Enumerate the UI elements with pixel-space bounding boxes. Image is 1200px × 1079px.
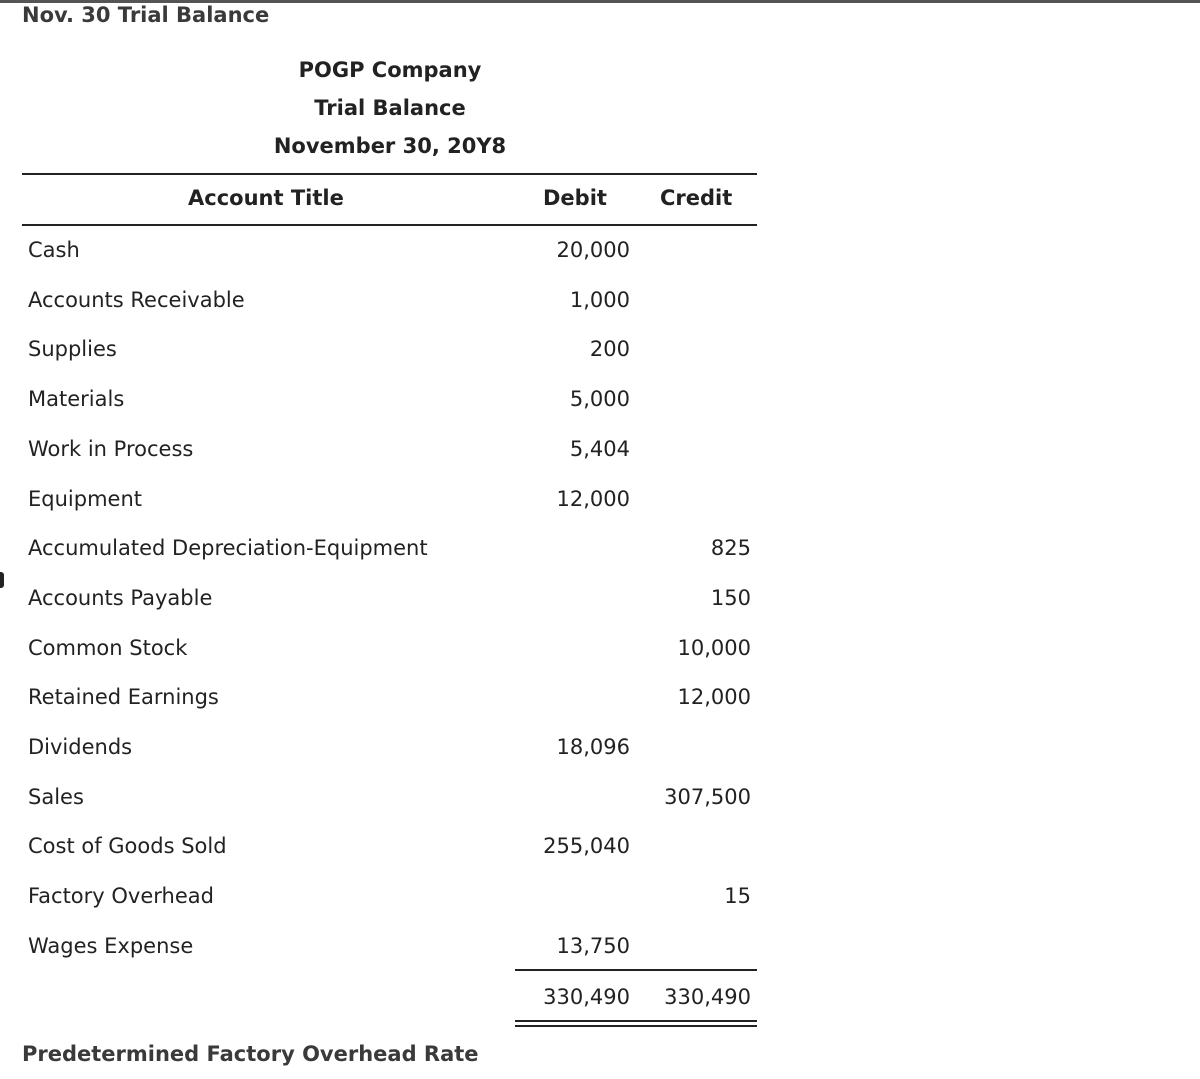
table-row xyxy=(0,636,1200,666)
debit-amount: 20,000 xyxy=(556,238,630,262)
account-name: Accounts Payable xyxy=(28,585,213,610)
table-row xyxy=(0,238,1200,268)
company-name: POGP Company xyxy=(298,58,482,82)
account-name: Wages Expense xyxy=(28,933,194,958)
credit-amount: 10,000 xyxy=(677,635,751,660)
statement-date: November 30, 20Y8 xyxy=(273,134,507,158)
table-row xyxy=(0,785,1200,815)
credit-amount: 307,500 xyxy=(664,784,751,809)
overhead-rate-title: Predetermined Factory Overhead Rate xyxy=(22,1042,479,1066)
account-name: Sales xyxy=(28,784,84,809)
credit-amount: 15 xyxy=(724,884,751,909)
account-name: Work in Process xyxy=(28,436,194,461)
credit-amount: 12,000 xyxy=(677,685,751,710)
table-row xyxy=(0,487,1200,517)
table-row xyxy=(0,536,1200,566)
account-name: Cost of Goods Sold xyxy=(28,834,227,859)
debit-amount: 5,404 xyxy=(569,436,630,461)
debit-amount: 12,000 xyxy=(556,486,630,511)
account-name: Common Stock xyxy=(28,635,188,660)
table-header-rule xyxy=(22,224,757,226)
table-row xyxy=(0,735,1200,765)
credit-header: Credit xyxy=(660,186,733,210)
double-rule-top xyxy=(515,1020,757,1022)
totals-row xyxy=(0,985,1200,1015)
debit-amount: 200 xyxy=(589,337,630,362)
section-title: Nov. 30 Trial Balance xyxy=(22,3,270,27)
credit-amount: 825 xyxy=(710,536,751,561)
table-row xyxy=(0,884,1200,914)
account-name: Supplies xyxy=(28,337,117,362)
double-rule-bottom xyxy=(515,1025,757,1027)
debit-amount: 1,000 xyxy=(569,287,630,312)
table-top-rule xyxy=(22,173,757,175)
total-credit: 330,490 xyxy=(664,985,751,1009)
debit-amount: 18,096 xyxy=(556,735,630,759)
account-name: Dividends xyxy=(28,735,133,759)
statement-title: Trial Balance xyxy=(314,96,466,120)
total-rule xyxy=(515,969,757,971)
table-row xyxy=(0,586,1200,616)
table-row xyxy=(0,288,1200,318)
table-row xyxy=(0,337,1200,367)
debit-amount: 255,040 xyxy=(543,834,630,859)
debit-amount: 13,750 xyxy=(556,933,630,958)
table-row xyxy=(0,934,1200,964)
account-name: Retained Earnings xyxy=(28,685,219,710)
account-name: Factory Overhead xyxy=(28,884,214,909)
account-name: Accumulated Depreciation-Equipment xyxy=(28,536,428,561)
table-row xyxy=(0,834,1200,864)
account-name: Cash xyxy=(28,238,80,262)
account-name: Accounts Receivable xyxy=(28,287,245,312)
debit-header: Debit xyxy=(543,186,607,210)
credit-amount: 150 xyxy=(710,585,751,610)
table-row xyxy=(0,387,1200,417)
account-name: Materials xyxy=(28,387,125,412)
account-name: Equipment xyxy=(28,486,142,511)
account-title-header: Account Title xyxy=(188,186,344,210)
debit-amount: 5,000 xyxy=(569,387,630,412)
total-debit: 330,490 xyxy=(543,985,630,1009)
table-row xyxy=(0,685,1200,715)
table-row xyxy=(0,437,1200,467)
